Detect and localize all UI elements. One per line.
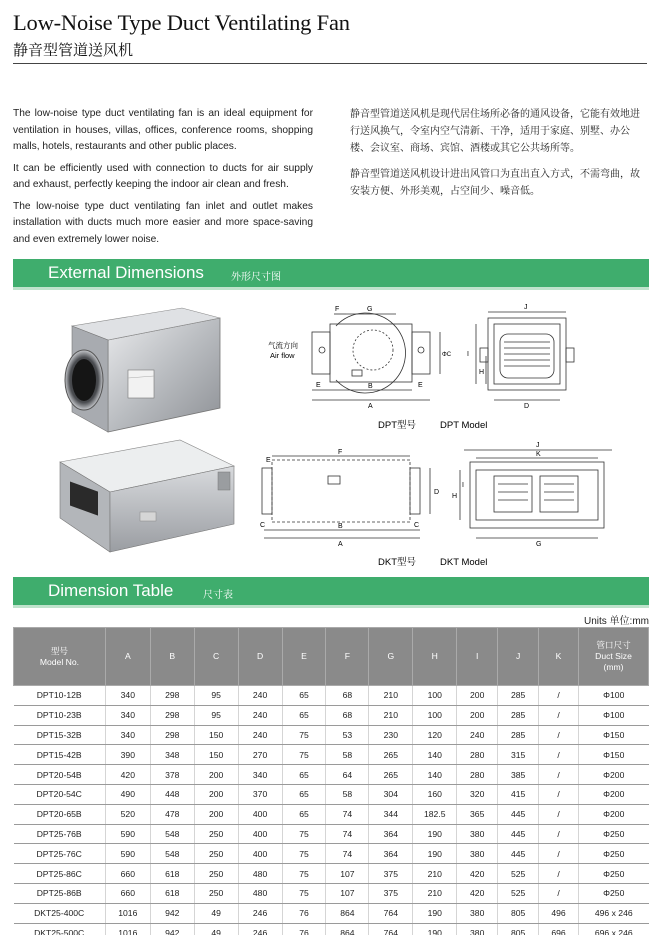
table-cell: 496 [539, 903, 579, 923]
table-cell: 696 x 246 [579, 923, 649, 935]
dim-label: H [479, 369, 485, 376]
table-cell: 520 [105, 804, 150, 824]
table-cell: 190 [413, 824, 457, 844]
table-cell: 65 [282, 784, 326, 804]
table-cell: 107 [326, 883, 369, 903]
column-header [150, 628, 194, 686]
table-cell: / [539, 883, 579, 903]
column-header [194, 628, 238, 686]
table-cell: 246 [238, 923, 282, 935]
table-row [14, 705, 649, 725]
table-row [14, 883, 649, 903]
table-cell: 380 [457, 844, 498, 864]
table-cell: 375 [369, 864, 413, 884]
table-body [14, 686, 649, 935]
dpt-fan-photo [65, 308, 220, 432]
dim-label: D [524, 403, 530, 410]
table-cell: DPT20-54C [14, 784, 106, 804]
table-cell: DPT10-23B [14, 705, 106, 725]
table-cell: 65 [282, 705, 326, 725]
table-cell: 370 [238, 784, 282, 804]
table-cell: 150 [194, 745, 238, 765]
table-row [14, 824, 649, 844]
table-cell: 618 [150, 883, 194, 903]
column-header-en: B [169, 651, 176, 661]
table-cell: 480 [238, 864, 282, 884]
section-title-chinese: 尺寸表 [203, 590, 233, 601]
table-cell: Φ100 [579, 705, 649, 725]
table-cell: 140 [413, 745, 457, 765]
table-cell: 340 [105, 686, 150, 706]
column-header-en: E [301, 651, 307, 661]
table-cell: DPT15-32B [14, 725, 106, 745]
table-cell: 764 [369, 923, 413, 935]
table-cell: 548 [150, 824, 194, 844]
table-cell: 100 [413, 686, 457, 706]
dimension-table [13, 627, 649, 935]
column-header [579, 628, 649, 686]
dpt-caption-cn: DPT型号 [378, 420, 417, 431]
table-cell: / [539, 804, 579, 824]
table-cell: 285 [498, 725, 539, 745]
table-cell: 200 [457, 686, 498, 706]
table-cell: 340 [238, 765, 282, 785]
table-cell: 190 [413, 903, 457, 923]
table-cell: 380 [457, 903, 498, 923]
table-cell: 210 [369, 686, 413, 706]
table-cell: 375 [369, 883, 413, 903]
section-title: External Dimensions [48, 263, 204, 282]
column-header [326, 628, 369, 686]
table-cell: DPT25-76C [14, 844, 106, 864]
intro-en-paragraph: The low-noise type duct ventilating fan is an ideal equipment for ventilation in houses, villas, offices, conference rooms, shopping malls, hotels, restaurants and other public places. [13, 108, 313, 152]
table-cell: / [539, 686, 579, 706]
table-row [14, 903, 649, 923]
column-header [238, 628, 282, 686]
column-header-en: J [515, 651, 521, 661]
table-cell: 496 x 246 [579, 903, 649, 923]
table-cell: 315 [498, 745, 539, 765]
table-cell: 250 [194, 883, 238, 903]
table-cell: DPT20-65B [14, 804, 106, 824]
table-cell: Φ200 [579, 765, 649, 785]
dim-label: F [335, 306, 340, 313]
external-dimension-drawings [0, 290, 660, 580]
table-cell: 250 [194, 844, 238, 864]
table-row [14, 725, 649, 745]
column-header [498, 628, 539, 686]
dim-label: K [536, 451, 541, 458]
dkt-side-view-drawing [262, 456, 430, 538]
table-cell: 76 [282, 923, 326, 935]
dim-label: G [536, 541, 542, 548]
dpt-front-view-drawing [476, 312, 574, 400]
table-cell: 280 [457, 745, 498, 765]
table-cell: 65 [282, 686, 326, 706]
table-cell: Φ250 [579, 844, 649, 864]
table-cell: 280 [457, 765, 498, 785]
intro-en-paragraph: The low-noise type duct ventilating fan inlet and outlet makes installation with ducts much more easier and more space-saving and even extremely lower noise. [13, 200, 313, 245]
column-header [539, 628, 579, 686]
dim-label: ΦC [442, 352, 452, 358]
table-cell: 200 [194, 765, 238, 785]
dim-label: E [266, 457, 271, 464]
table-cell: 864 [326, 903, 369, 923]
dpt-caption-en: DPT Model [440, 420, 488, 431]
table-cell: 64 [326, 765, 369, 785]
table-cell: DKT25-500C [14, 923, 106, 935]
table-cell: 100 [413, 705, 457, 725]
airflow-label-cn: 气流方向 [268, 341, 298, 350]
table-cell: 385 [498, 765, 539, 785]
table-cell: 53 [326, 725, 369, 745]
dim-label: D [434, 489, 440, 496]
table-cell: 140 [413, 765, 457, 785]
table-cell: Φ200 [579, 784, 649, 804]
table-cell: 660 [105, 883, 150, 903]
table-cell: 764 [369, 903, 413, 923]
table-cell: Φ100 [579, 686, 649, 706]
table-cell: 265 [369, 765, 413, 785]
table-cell: 378 [150, 765, 194, 785]
table-cell: 445 [498, 804, 539, 824]
column-header-en: F [344, 651, 351, 661]
table-cell: 265 [369, 745, 413, 765]
table-cell: 525 [498, 864, 539, 884]
table-cell: 400 [238, 824, 282, 844]
table-cell: 525 [498, 883, 539, 903]
table-row [14, 844, 649, 864]
table-cell: 74 [326, 804, 369, 824]
section-title-chinese: 外形尺寸图 [231, 272, 281, 283]
table-cell: 380 [457, 923, 498, 935]
dim-label: I [467, 351, 469, 358]
intro-cn-paragraph: 静音型管道送风机设计进出风管口为直出直入方式，不需弯曲，故安装方便、外形美观，占空间少、噪音低。 [350, 169, 640, 197]
table-cell: 864 [326, 923, 369, 935]
table-cell: 74 [326, 844, 369, 864]
table-cell: 590 [105, 844, 150, 864]
table-cell: 942 [150, 903, 194, 923]
table-cell: 420 [457, 864, 498, 884]
column-header-en: Model No. [39, 656, 79, 667]
column-header [14, 628, 106, 686]
table-cell: Φ200 [579, 804, 649, 824]
page-title: Low-Noise Type Duct Ventilating Fan [13, 10, 350, 35]
table-cell: 415 [498, 784, 539, 804]
table-cell: 1016 [105, 923, 150, 935]
table-cell: 364 [369, 844, 413, 864]
table-row [14, 686, 649, 706]
section-stripe [13, 605, 649, 608]
column-header [413, 628, 457, 686]
table-cell: 348 [150, 745, 194, 765]
section-header-dimension-table [13, 577, 649, 605]
table-cell: 298 [150, 705, 194, 725]
intro-english [13, 106, 313, 253]
table-cell: 344 [369, 804, 413, 824]
table-cell: 390 [105, 745, 150, 765]
table-cell: 58 [326, 745, 369, 765]
table-cell: Φ150 [579, 745, 649, 765]
table-cell: Φ250 [579, 824, 649, 844]
table-cell: Φ250 [579, 883, 649, 903]
table-row [14, 923, 649, 935]
table-cell: 120 [413, 725, 457, 745]
column-header-en: I [476, 651, 479, 661]
column-header-en: K [555, 651, 562, 661]
table-cell: 445 [498, 824, 539, 844]
dim-label: G [367, 306, 373, 313]
table-cell: 95 [194, 705, 238, 725]
table-cell: / [539, 864, 579, 884]
table-row [14, 745, 649, 765]
dim-label: C [414, 522, 420, 529]
table-cell: / [539, 765, 579, 785]
dkt-caption-cn: DKT型号 [378, 557, 417, 568]
table-cell: / [539, 784, 579, 804]
dim-label: E [418, 382, 423, 389]
table-cell: 320 [457, 784, 498, 804]
table-cell: 240 [238, 705, 282, 725]
table-cell: 400 [238, 804, 282, 824]
table-cell: 420 [457, 883, 498, 903]
table-cell: 490 [105, 784, 150, 804]
table-cell: 250 [194, 864, 238, 884]
table-cell: 210 [369, 705, 413, 725]
table-cell: 285 [498, 686, 539, 706]
table-cell: 75 [282, 883, 326, 903]
table-cell: DPT10-12B [14, 686, 106, 706]
table-cell: 548 [150, 844, 194, 864]
table-cell: DKT25-400C [14, 903, 106, 923]
table-cell: 200 [194, 784, 238, 804]
table-header-row [14, 628, 649, 686]
dim-label: I [462, 482, 464, 489]
intro-cn-paragraph: 静音型管道送风机是现代居住场所必备的通风设备，它能有效地进行送风换气，令室内空气清新、干净，适用于家庭、别墅、办公楼、会议室、商场、宾馆、酒楼或其它公共场所等。 [350, 109, 640, 154]
table-cell: 298 [150, 686, 194, 706]
column-header [105, 628, 150, 686]
table-cell: 364 [369, 824, 413, 844]
dim-label: H [452, 493, 458, 500]
table-cell: 246 [238, 903, 282, 923]
table-cell: 480 [238, 883, 282, 903]
table-cell: 75 [282, 745, 326, 765]
table-cell: DPT20-54B [14, 765, 106, 785]
table-cell: 420 [105, 765, 150, 785]
table-cell: 182.5 [413, 804, 457, 824]
dim-label: B [368, 383, 373, 390]
table-cell: 160 [413, 784, 457, 804]
table-row [14, 804, 649, 824]
dim-label: J [536, 442, 540, 449]
column-header-cn: 型号 [50, 645, 69, 656]
table-cell: 49 [194, 923, 238, 935]
dkt-fan-photo [60, 440, 234, 552]
table-cell: 240 [238, 725, 282, 745]
intro-chinese [350, 106, 646, 209]
dkt-front-view-drawing [460, 450, 612, 538]
airflow-label-en: Air flow [270, 351, 295, 360]
table-cell: DPT25-86C [14, 864, 106, 884]
table-cell: 190 [413, 923, 457, 935]
table-cell: 270 [238, 745, 282, 765]
table-cell: 240 [457, 725, 498, 745]
column-header [282, 628, 326, 686]
table-row [14, 784, 649, 804]
dim-label: A [368, 403, 373, 410]
table-cell: / [539, 844, 579, 864]
units-label: Units 单位:mm [584, 616, 649, 627]
table-cell: 400 [238, 844, 282, 864]
table-cell: 68 [326, 686, 369, 706]
dkt-caption-en: DKT Model [440, 557, 488, 568]
table-cell: DPT25-76B [14, 824, 106, 844]
table-cell: 445 [498, 844, 539, 864]
table-cell: 340 [105, 705, 150, 725]
table-cell: 200 [457, 705, 498, 725]
table-cell: 49 [194, 903, 238, 923]
table-cell: 618 [150, 864, 194, 884]
table-cell: 478 [150, 804, 194, 824]
table-cell: 200 [194, 804, 238, 824]
table-cell: 75 [282, 725, 326, 745]
table-cell: 190 [413, 844, 457, 864]
dim-label: C [260, 522, 266, 529]
section-title: Dimension Table [48, 581, 174, 600]
dim-label: F [338, 449, 343, 456]
table-cell: 76 [282, 903, 326, 923]
table-cell: 942 [150, 923, 194, 935]
column-header-en: Duct Size [595, 651, 632, 661]
table-cell: 107 [326, 864, 369, 884]
table-cell: / [539, 705, 579, 725]
column-header-en: A [124, 651, 131, 661]
column-header [369, 628, 413, 686]
table-cell: 448 [150, 784, 194, 804]
table-cell: / [539, 824, 579, 844]
table-cell: 304 [369, 784, 413, 804]
table-cell: 1016 [105, 903, 150, 923]
column-header-en: D [256, 651, 264, 661]
column-header-unit: (mm) [603, 662, 624, 672]
table-cell: 285 [498, 705, 539, 725]
column-header-en: G [387, 651, 395, 661]
column-header [457, 628, 498, 686]
table-cell: 74 [326, 824, 369, 844]
table-cell: 210 [413, 864, 457, 884]
table-row [14, 864, 649, 884]
section-header-external-dimensions [13, 259, 649, 287]
table-cell: / [539, 745, 579, 765]
column-header-cn: 管口尺寸 [596, 640, 631, 650]
table-cell: 75 [282, 864, 326, 884]
table-cell: 210 [413, 883, 457, 903]
table-cell: 250 [194, 824, 238, 844]
table-cell: 68 [326, 705, 369, 725]
table-cell: 65 [282, 804, 326, 824]
dim-label: J [524, 304, 528, 311]
table-cell: 230 [369, 725, 413, 745]
page-title-chinese: 静音型管道送风机 [13, 42, 134, 59]
table-cell: 75 [282, 824, 326, 844]
table-cell: 58 [326, 784, 369, 804]
table-cell: 75 [282, 844, 326, 864]
table-cell: 590 [105, 824, 150, 844]
table-cell: 660 [105, 864, 150, 884]
intro-en-paragraph: It can be efficiently used with connection to ducts for air supply and exhaust, perfectly keeping the indoor air clean and fresh. [13, 162, 313, 190]
table-cell: 150 [194, 725, 238, 745]
column-header-en: H [431, 651, 438, 661]
column-header-en: C [213, 651, 220, 661]
dim-label: E [316, 382, 321, 389]
table-cell: 380 [457, 824, 498, 844]
table-cell: 805 [498, 903, 539, 923]
table-cell: DPT25-86B [14, 883, 106, 903]
table-cell: 696 [539, 923, 579, 935]
table-cell: / [539, 725, 579, 745]
title-divider [13, 63, 647, 64]
table-cell: 805 [498, 923, 539, 935]
table-cell: 240 [238, 686, 282, 706]
table-row [14, 765, 649, 785]
dim-label: A [338, 541, 343, 548]
table-cell: 95 [194, 686, 238, 706]
table-cell: Φ150 [579, 725, 649, 745]
table-cell: 340 [105, 725, 150, 745]
dim-label: B [338, 523, 343, 530]
table-cell: Φ250 [579, 864, 649, 884]
table-cell: DPT15-42B [14, 745, 106, 765]
table-cell: 65 [282, 765, 326, 785]
table-cell: 365 [457, 804, 498, 824]
table-cell: 298 [150, 725, 194, 745]
